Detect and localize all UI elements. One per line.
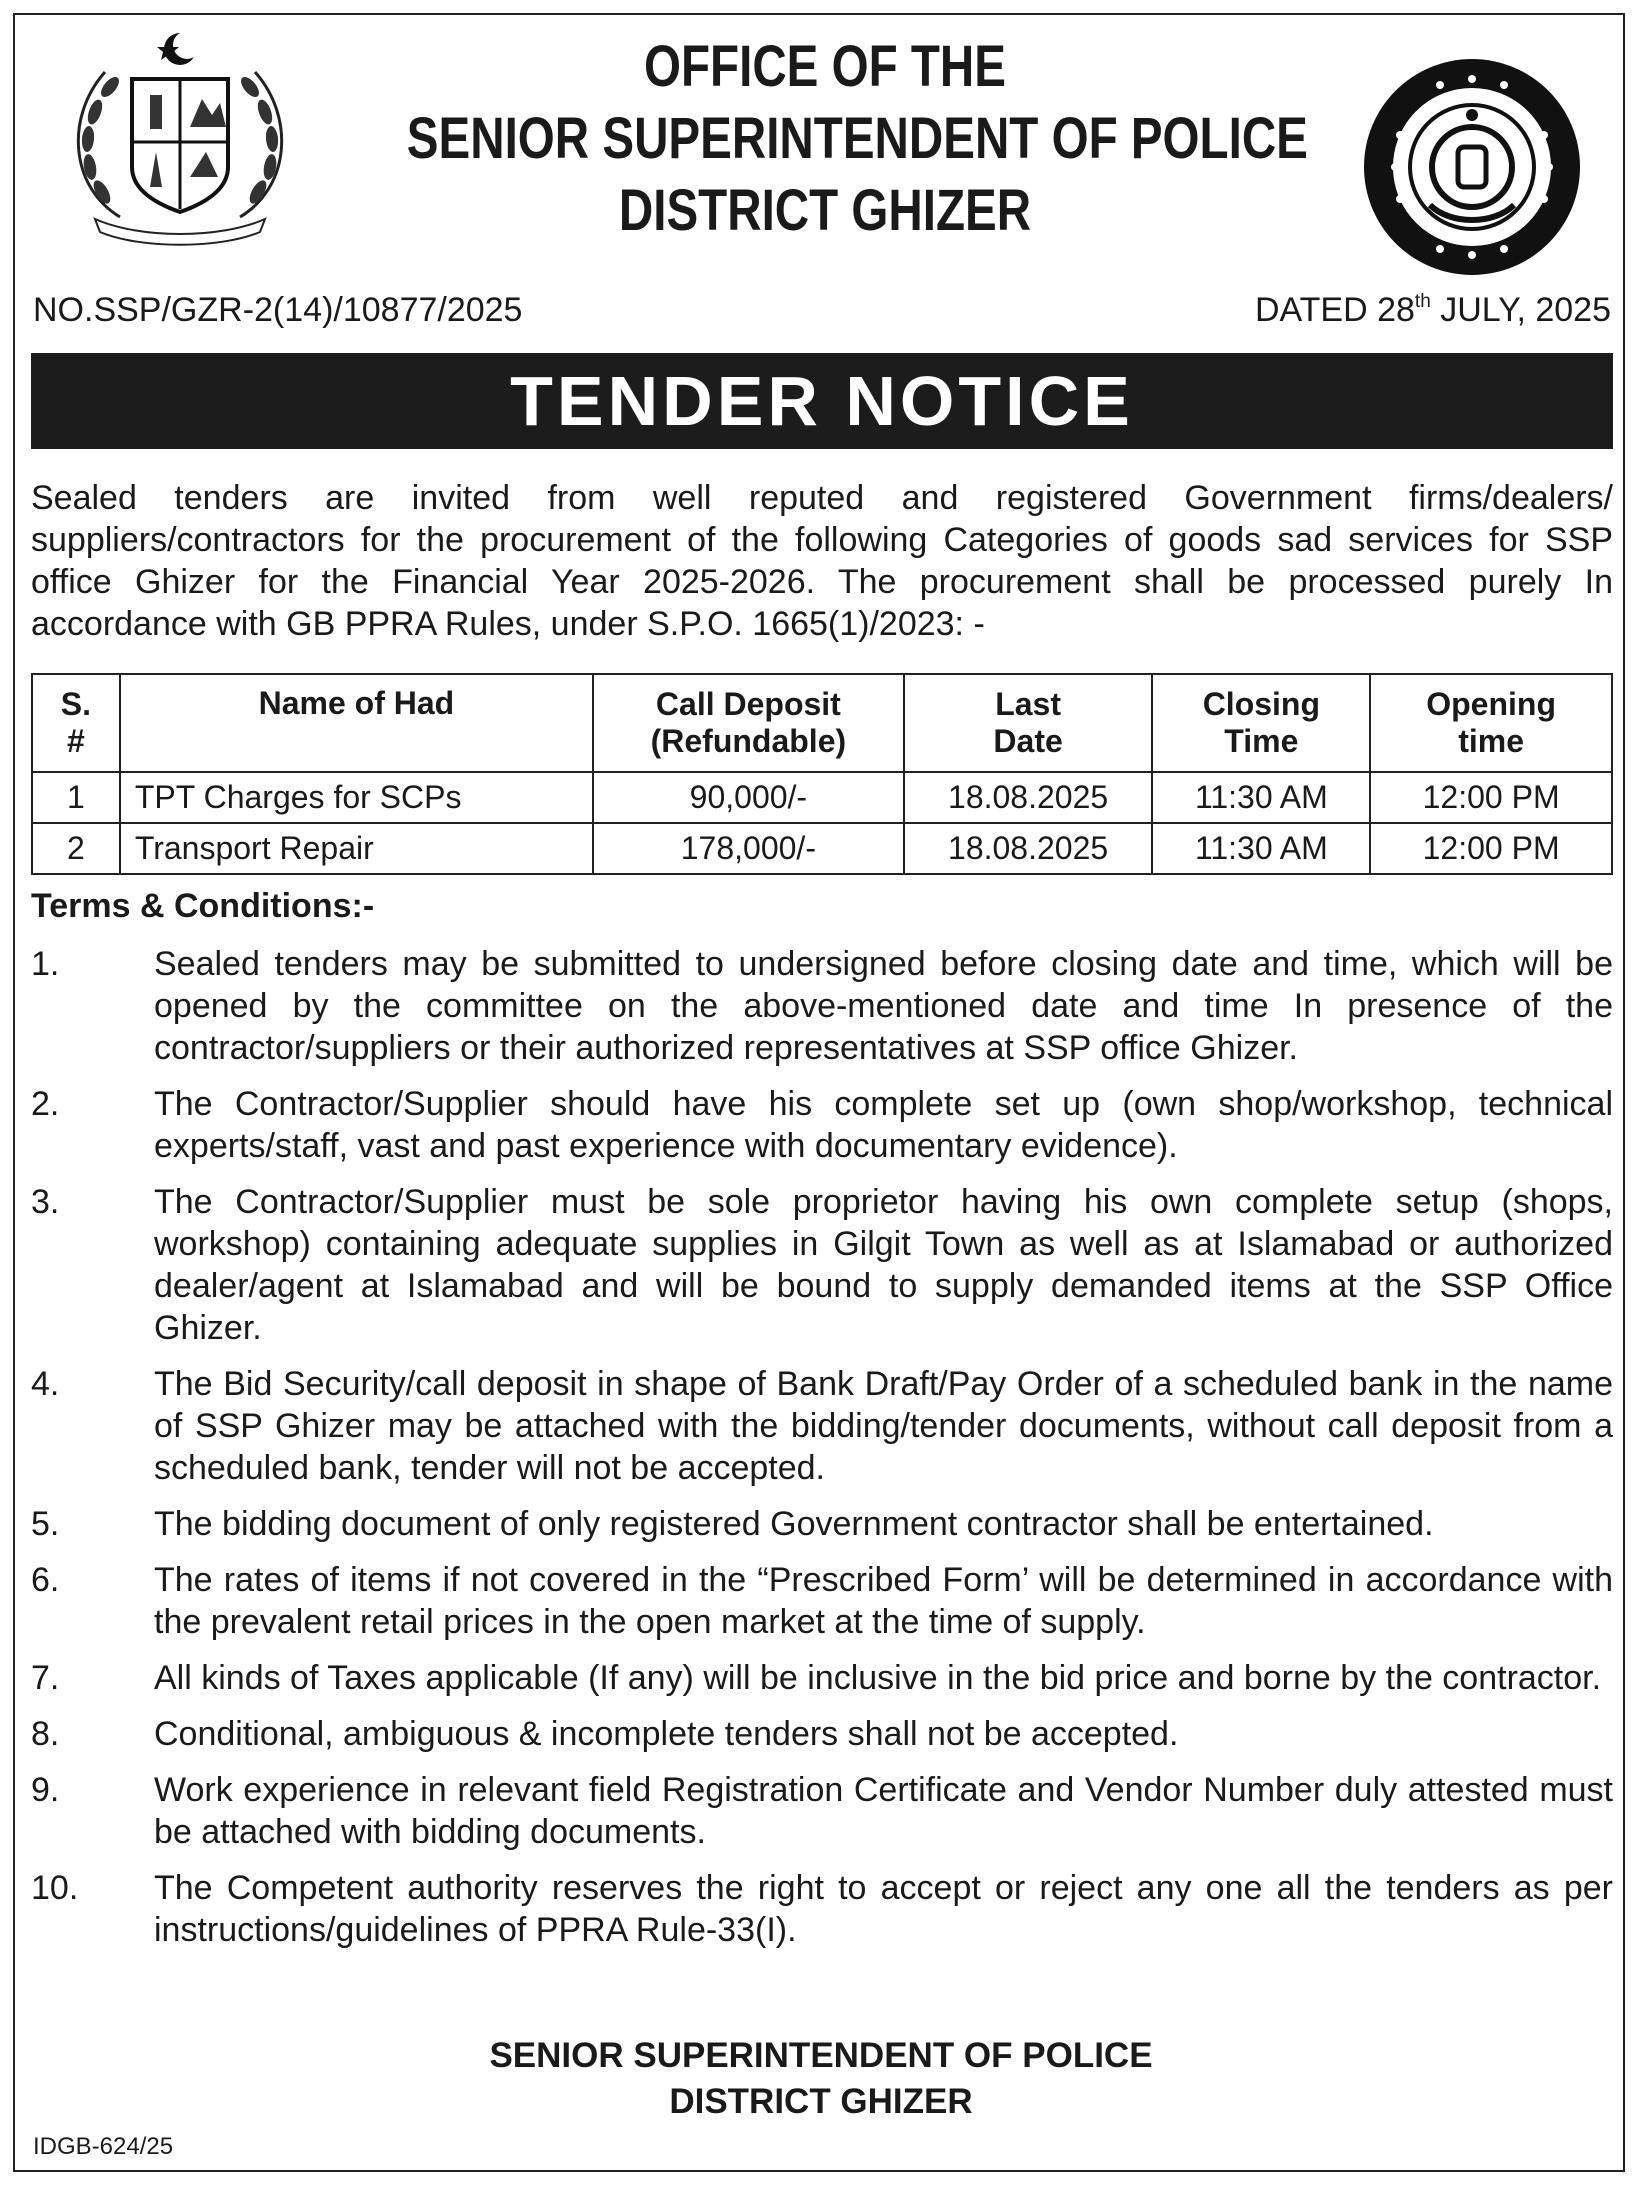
list-item <box>31 1181 1613 1349</box>
cell-opening: 12:00 PM <box>1370 772 1612 823</box>
list-item <box>31 943 1613 1069</box>
cell-name: Transport Repair <box>120 823 593 874</box>
term-number: 6. <box>31 1561 60 1599</box>
cell-deposit: 90,000/- <box>593 772 904 823</box>
intro-paragraph: Sealed tenders are invited from well reputed and registered Government firms/dealers/ suppliers/contractors for the procurement of the following Categories of goods sad services for SSP office Ghizer for the Financial Year 2025-2026. The procurement shall be processed purely In accordance with GB PPRA Rules, under S.P.O. 1665(1)/2023: - <box>31 479 1613 643</box>
cell-name: TPT Charges for SCPs <box>120 772 593 823</box>
term-number: 5. <box>31 1505 60 1543</box>
col-name-header: Name of Had <box>120 674 593 772</box>
signature-district: DISTRICT GHIZER <box>669 2082 973 2121</box>
col-deposit-header: Call Deposit (Refundable) <box>593 674 904 772</box>
cell-sno: 2 <box>32 823 120 874</box>
term-number: 4. <box>31 1365 60 1403</box>
table-row <box>32 823 1612 874</box>
list-item <box>31 1867 1613 1951</box>
term-text: All kinds of Taxes applicable (If any) will be inclusive in the bid price and borne by the contractor. <box>154 1659 1602 1697</box>
term-number: 2. <box>31 1085 60 1123</box>
term-text: Work experience in relevant field Registration Certificate and Vendor Number duly attested must be attached with bidding documents. <box>154 1771 1613 1851</box>
col-closing-header: Closing Time <box>1152 674 1370 772</box>
dated-suffix: th <box>1414 291 1431 312</box>
office-title-line: SENIOR SUPERINTENDENT OF POLICE <box>406 106 1308 171</box>
cell-closing: 11:30 AM <box>1152 823 1370 874</box>
term-text: Conditional, ambiguous & incomplete tenders shall not be accepted. <box>154 1715 1179 1753</box>
list-item <box>31 1657 1613 1699</box>
table-row <box>32 772 1612 823</box>
document-frame <box>13 13 1625 2172</box>
terms-heading: Terms & Conditions:- <box>31 887 375 925</box>
cell-opening: 12:00 PM <box>1370 823 1612 874</box>
office-title-line: DISTRICT GHIZER <box>618 178 1032 243</box>
dated <box>1255 291 1611 330</box>
gilgit-baltistan-emblem-icon <box>50 27 310 247</box>
dated-prefix: DATED 28 <box>1254 291 1415 329</box>
term-text: The Competent authority reserves the right to accept or reject any one all the tenders as per instructions/guidelines of PPRA Rule-33(I). <box>154 1869 1613 1949</box>
list-item <box>31 1083 1613 1167</box>
police-seal-icon <box>1360 55 1585 280</box>
office-title-line: OFFICE OF THE <box>644 34 1006 99</box>
tender-items-table <box>31 673 1613 875</box>
reference-number: NO.SSP/GZR-2(14)/10877/2025 <box>33 291 523 329</box>
term-text: Sealed tenders may be submitted to undersigned before closing date and time, which will be opened by the committee on the above-mentioned date and time In presence of the contractor/suppliers or their authorized representatives at SSP office Ghizer. <box>154 945 1613 1067</box>
list-item <box>31 1713 1613 1755</box>
term-number: 1. <box>31 945 60 983</box>
terms-list <box>31 943 1613 1965</box>
office-title <box>406 31 1308 247</box>
signature-block <box>15 2033 1627 2125</box>
cell-last-date: 18.08.2025 <box>904 823 1153 874</box>
table-header-row <box>32 674 1612 772</box>
col-sno-header: S. # <box>32 674 120 772</box>
cell-deposit: 178,000/- <box>593 823 904 874</box>
term-number: 8. <box>31 1715 60 1753</box>
term-text: The Bid Security/call deposit in shape of Bank Draft/Pay Order of a scheduled bank in the name of SSP Ghizer may be attached with the bidding/tender documents, without call deposit from a scheduled bank, tender will not be accepted. <box>154 1365 1613 1487</box>
term-text: The bidding document of only registered Government contractor shall be entertained. <box>154 1505 1434 1543</box>
list-item <box>31 1503 1613 1545</box>
dated-rest: JULY, 2025 <box>1430 291 1611 329</box>
cell-sno: 1 <box>32 772 120 823</box>
letterhead <box>15 15 1627 285</box>
cell-closing: 11:30 AM <box>1152 772 1370 823</box>
term-number: 7. <box>31 1659 60 1697</box>
footer-code: IDGB-624/25 <box>33 2133 174 2160</box>
list-item <box>31 1559 1613 1643</box>
cell-last-date: 18.08.2025 <box>904 772 1153 823</box>
term-number: 9. <box>31 1771 60 1809</box>
term-text: The Contractor/Supplier must be sole proprietor having his own complete setup (shops, workshop) containing adequate supplies in Gilgit Town as well as at Islamabad or authorized dealer/agent at Islamabad and will be bound to supply demanded items at the SSP Office Ghizer. <box>154 1183 1613 1347</box>
tender-notice-banner: TENDER NOTICE <box>31 353 1613 449</box>
signature-title: SENIOR SUPERINTENDENT OF POLICE <box>489 2036 1153 2075</box>
term-number: 3. <box>31 1183 60 1221</box>
term-text: The Contractor/Supplier should have his complete set up (own shop/workshop, technical experts/staff, vast and past experience with documentary evidence). <box>154 1085 1613 1165</box>
reference-line <box>33 291 1611 335</box>
list-item <box>31 1769 1613 1853</box>
term-text: The rates of items if not covered in the “Prescribed Form’ will be determined in accordance with the prevalent retail prices in the open market at the time of supply. <box>154 1561 1613 1641</box>
col-opening-header: Opening time <box>1370 674 1612 772</box>
list-item <box>31 1363 1613 1489</box>
col-last-date-header: Last Date <box>904 674 1153 772</box>
term-number: 10. <box>31 1869 79 1907</box>
